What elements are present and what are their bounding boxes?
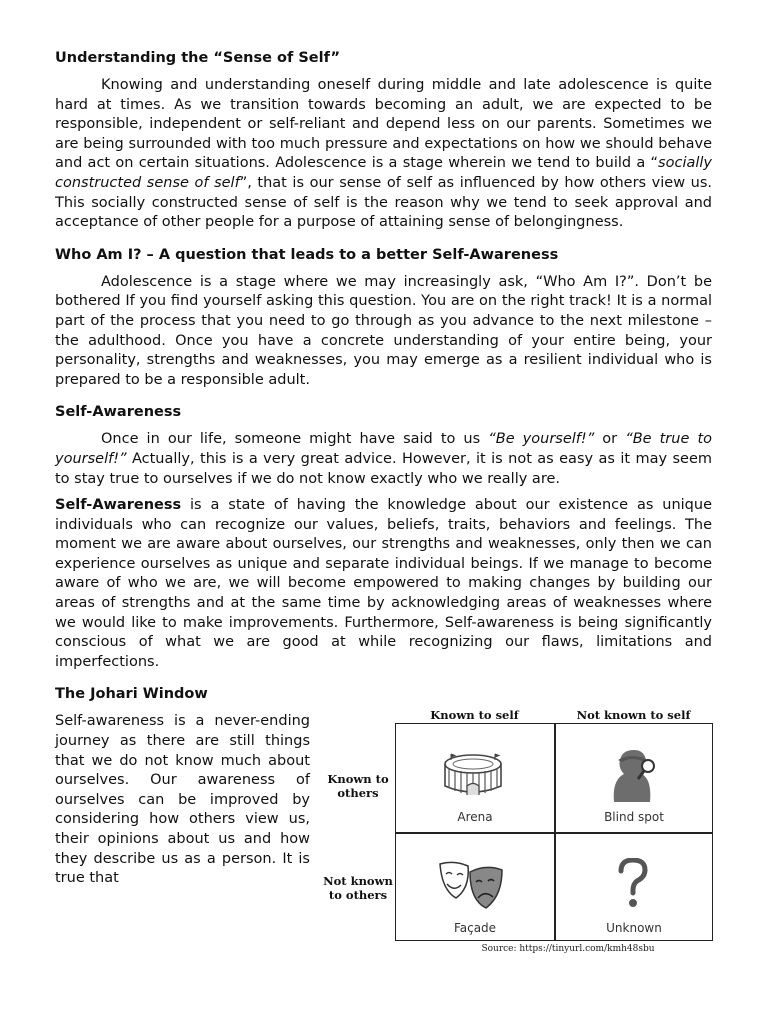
johari-text-column	[55, 684, 310, 888]
stadium-icon	[441, 750, 505, 800]
paragraph-self-awareness-2: Self-Awareness is a state of having the knowledge about our existence as unique individuals who can recognize our values, beliefs, traits, behaviors and feelings. The moment we are aware about ourselves, our strengths and weaknesses, only then we can experience ourselves as unique and separate individual beings. If we manage to become aware of who we are, we will become empowered to making changes by building our areas of strengths and at the same time by acknowledging areas of weaknesses where we would like to make improvements. Furthermore, Self-awareness is being significantly conscious of what we are good at while recognizing our flaws, limitations and imperfections.	[55, 497, 712, 670]
cell-label-facade: Façade	[453, 921, 497, 935]
image-source-caption: Source: https://tinyurl.com/kmh48sbu	[481, 944, 655, 954]
column-header-not-known-to-self: Not known to self	[576, 708, 691, 722]
paragraph-sense-of-self: Knowing and understanding oneself during middle and late adolescence is quite hard at times. As we transition towards becoming an adult, we are expected to be responsible, independent or self-reliant and depend less on our parents. Sometimes we are being surrounded with too much pressure and expectations on how we should behave and act on certain situations. Adolescence is a stage wherein we tend to build a “socially constructed sense of self”, that is our sense of self as influenced by how others view us. This socially constructed sense of self is the reason why we tend to seek approval and acceptance of other people for a purpose of attaining sense of belongingness.	[55, 77, 712, 231]
heading-johari-window: The Johari Window	[55, 686, 208, 703]
row-header-not-known-to-others: Not known to others	[323, 874, 393, 902]
johari-window-diagram	[318, 706, 718, 958]
heading-who-am-i: Who Am I? – A question that leads to a better Self-Awareness	[55, 246, 559, 263]
cell-label-blind-spot: Blind spot	[604, 810, 664, 824]
cell-label-arena: Arena	[457, 810, 493, 824]
heading-self-awareness: Self-Awareness	[55, 404, 182, 421]
question-mark-icon	[618, 858, 648, 910]
column-header-known-to-self: Known to self	[430, 708, 519, 722]
cell-label-unknown: Unknown	[606, 921, 662, 935]
johari-grid	[395, 723, 713, 941]
grid-divider-horizontal	[396, 832, 712, 834]
theater-masks-icon	[436, 858, 506, 912]
detective-icon	[604, 746, 660, 804]
paragraph-self-awareness-1: Once in our life, someone might have said to us “Be yourself!” or “Be true to yourself!” Actually, this is a very great advice. However, it is not as easy as it may seem to stay true to ourselves if we do not know exactly who we really are.	[55, 431, 712, 487]
paragraph-johari: Self-awareness is a never-ending journey as there are still things that we do not know much about ourselves. Our awareness of ourselves can be improved by considering how others view us, their opinions about us and how they describe us as a person. It is true that	[55, 713, 310, 887]
row-header-known-to-others: Known to others	[327, 772, 389, 800]
paragraph-who-am-i: Adolescence is a stage where we may increasingly ask, “Who Am I?”. Don’t be bothered If you find yourself asking this question. You are on the right track! It is a normal part of the process that you need to go through as you advance to the next milestone – the adulthood. Once you have a concrete understanding of your entire being, your personality, strengths and weaknesses, you may emerge as a resilient individual who is prepared to be a responsible adult.	[55, 273, 712, 388]
heading-sense-of-self: Understanding the “Sense of Self”	[55, 50, 341, 66]
